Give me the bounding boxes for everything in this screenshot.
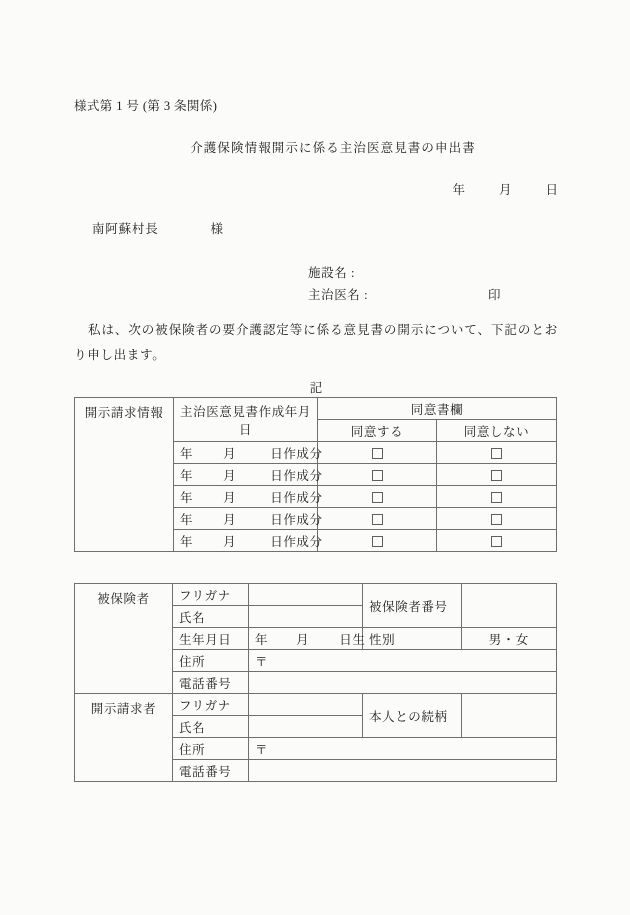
addressee-name: 南阿蘇村長: [92, 222, 159, 236]
requester-phone-label: 電話番号: [173, 760, 249, 782]
consent-disagree-cell[interactable]: [437, 464, 557, 486]
table-row: [75, 694, 557, 716]
insured-birth-label: 生年月日: [173, 628, 249, 650]
submission-date-line: [0, 180, 630, 198]
consent-disagree-cell[interactable]: [437, 442, 557, 464]
checkbox-disagree-icon[interactable]: [491, 514, 502, 525]
checkbox-agree-icon[interactable]: [372, 470, 383, 481]
checkbox-agree-icon[interactable]: [372, 514, 383, 525]
applicant-info-block: [308, 262, 502, 306]
checkbox-agree-icon[interactable]: [372, 536, 383, 547]
birth-month-label: 月: [296, 632, 310, 647]
checkbox-agree-icon[interactable]: [372, 448, 383, 459]
checkbox-disagree-icon[interactable]: [491, 448, 502, 459]
requester-relation-field[interactable]: [462, 694, 557, 738]
insured-group-label: 被保険者: [75, 584, 173, 694]
insured-name-label: 氏名: [173, 606, 249, 628]
requester-phone-field[interactable]: [249, 760, 557, 782]
requester-name-label: 氏名: [173, 716, 249, 738]
date-year-label: 年: [180, 534, 194, 549]
requester-furigana-field[interactable]: [249, 694, 363, 716]
checkbox-agree-icon[interactable]: [372, 492, 383, 503]
date-month-label: 月: [223, 534, 237, 549]
disclosure-group-label: 開示請求情報: [75, 398, 174, 552]
disclosure-date-field[interactable]: [174, 442, 323, 464]
disclosure-date-field[interactable]: [174, 464, 323, 486]
date-day-suffix-label: 日作成分: [270, 534, 323, 549]
consent-agree-cell[interactable]: [318, 464, 437, 486]
disclosure-date-header: 主治医意見書作成年月日: [174, 398, 318, 442]
birth-day-suffix-label: 日生: [339, 632, 366, 647]
insured-number-field[interactable]: [462, 584, 557, 628]
insured-number-label: 被保険者番号: [363, 584, 462, 628]
date-year-label: 年: [180, 468, 194, 483]
consent-agree-cell[interactable]: [318, 508, 437, 530]
doctor-name-label: 主治医名 :: [308, 288, 369, 302]
date-day-suffix-label: 日作成分: [270, 512, 323, 527]
facility-name-row: [308, 262, 368, 284]
requester-address-field[interactable]: 〒: [249, 738, 557, 760]
date-year-label: 年: [180, 446, 194, 461]
person-information-table: [74, 583, 557, 782]
consent-disagree-cell[interactable]: [437, 508, 557, 530]
disclosure-date-field[interactable]: [174, 508, 323, 530]
insured-name-field[interactable]: [249, 606, 363, 628]
consent-disagree-cell[interactable]: [437, 530, 557, 552]
disclosure-date-field[interactable]: [174, 530, 323, 552]
consent-header: 同意書欄: [318, 398, 557, 420]
insured-furigana-field[interactable]: [249, 584, 363, 606]
doctor-name-row: [308, 284, 502, 306]
date-month-label: 月: [223, 512, 237, 527]
insured-furigana-label: フリガナ: [173, 584, 249, 606]
ki-mark: 記: [309, 381, 323, 395]
date-month-label: 月: [498, 183, 512, 197]
insured-sex-options[interactable]: 男・女: [462, 628, 557, 650]
requester-name-field[interactable]: [249, 716, 363, 738]
body-paragraph: 私は、次の被保険者の要介護認定等に係る意見書の開示について、下記のとおり申し出ます。: [74, 323, 558, 362]
addressee-honorific: 様: [210, 222, 224, 236]
date-day-suffix-label: 日作成分: [270, 446, 323, 461]
date-month-label: 月: [223, 446, 237, 461]
date-month-label: 月: [223, 468, 237, 483]
insured-phone-label: 電話番号: [173, 672, 249, 694]
insured-birth-field[interactable]: [249, 628, 366, 650]
table-row: [75, 398, 557, 420]
checkbox-disagree-icon[interactable]: [491, 470, 502, 481]
date-year-label: 年: [180, 512, 194, 527]
date-year-label: 年: [180, 490, 194, 505]
consent-agree-cell[interactable]: [318, 442, 437, 464]
addressee: [92, 219, 224, 237]
date-day-label: 日: [545, 183, 558, 197]
insured-address-label: 住所: [173, 650, 249, 672]
insured-phone-field[interactable]: [249, 672, 557, 694]
birth-year-label: 年: [255, 632, 269, 647]
form-code: 様式第 1 号 (第 3 条関係): [74, 99, 218, 113]
date-month-label: 月: [223, 490, 237, 505]
consent-disagree-cell[interactable]: [437, 486, 557, 508]
consent-disagree-header: 同意しない: [437, 420, 557, 442]
consent-agree-header: 同意する: [318, 420, 437, 442]
date-day-suffix-label: 日作成分: [270, 490, 323, 505]
consent-agree-cell[interactable]: [318, 530, 437, 552]
consent-agree-cell[interactable]: [318, 486, 437, 508]
seal-mark: 印: [488, 288, 502, 302]
disclosure-request-table: [74, 397, 557, 552]
disclosure-date-field[interactable]: [174, 486, 323, 508]
requester-address-label: 住所: [173, 738, 249, 760]
date-day-suffix-label: 日作成分: [270, 468, 323, 483]
table-row: [75, 584, 557, 606]
requester-furigana-label: フリガナ: [173, 694, 249, 716]
requester-relation-label: 本人との続柄: [363, 694, 462, 738]
insured-address-field[interactable]: 〒: [249, 650, 557, 672]
checkbox-disagree-icon[interactable]: [491, 536, 502, 547]
requester-group-label: 開示請求者: [75, 694, 173, 782]
insured-sex-label: 性別: [363, 628, 462, 650]
facility-name-label: 施設名 :: [308, 266, 356, 280]
date-year-label: 年: [452, 183, 465, 197]
document-title: 介護保険情報開示に係る主治医意見書の申出書: [190, 141, 476, 155]
checkbox-disagree-icon[interactable]: [491, 492, 502, 503]
